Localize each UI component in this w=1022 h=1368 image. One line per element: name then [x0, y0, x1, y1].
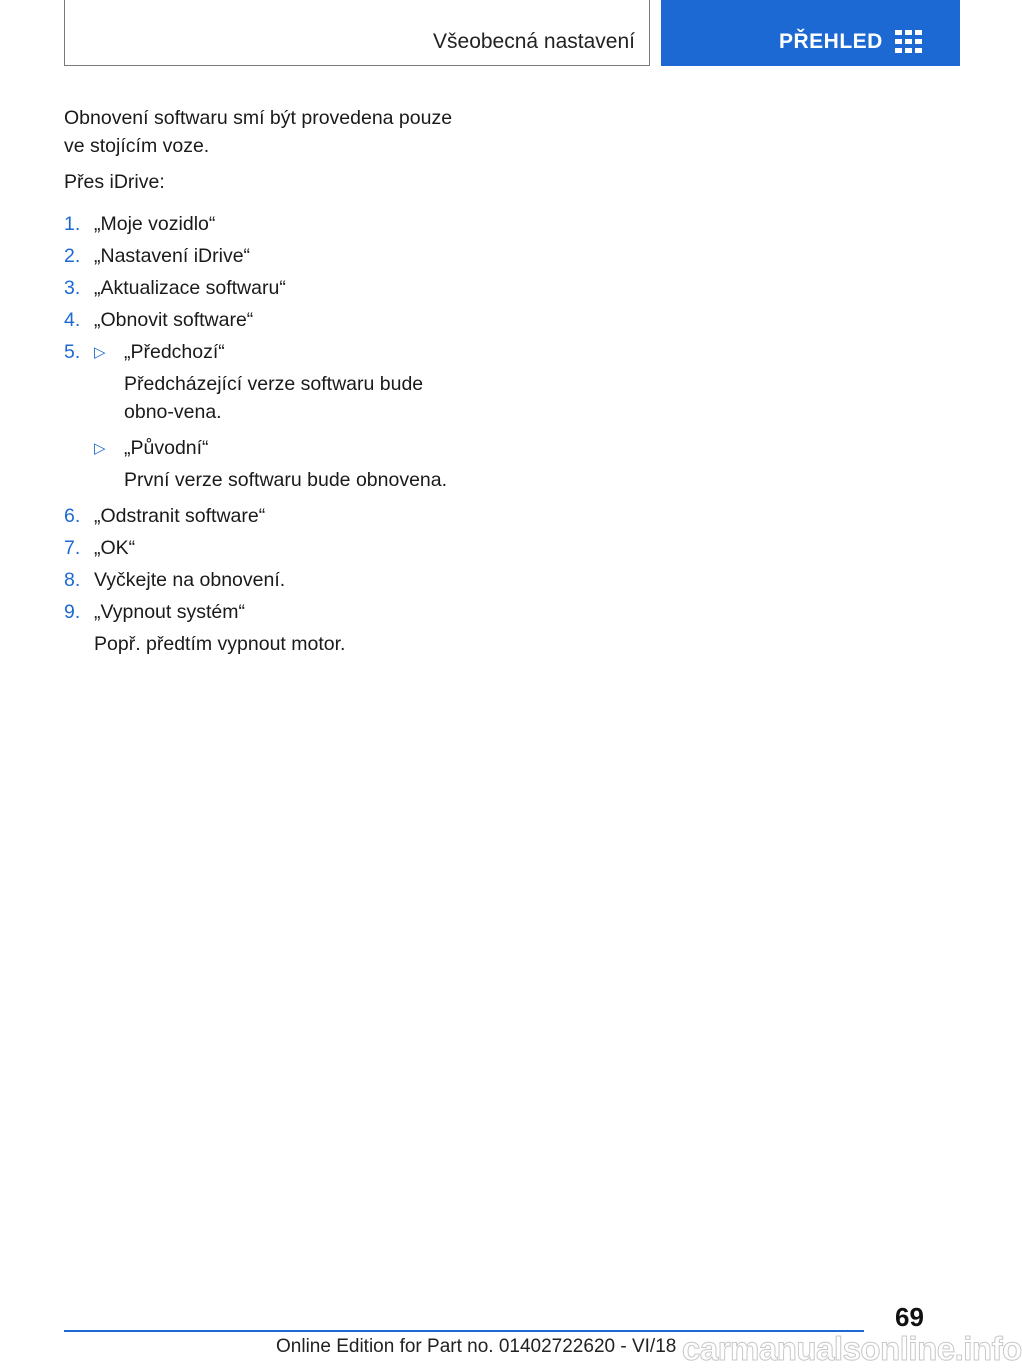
overview-tab-label: PŘEHLED — [779, 30, 883, 53]
intro-text: Obnovení softwaru smí být provedena pouze ve stojícím voze. — [64, 107, 453, 157]
step-7 — [64, 534, 474, 562]
step-text: „Vypnout systém“ — [94, 601, 245, 623]
step-options — [94, 338, 474, 498]
watermark: carmanualsonline.info — [682, 1330, 1022, 1367]
step-6 — [64, 502, 474, 530]
step-number: 7. — [64, 537, 81, 559]
step-number: 1. — [64, 213, 81, 235]
step-number: 5. — [64, 341, 81, 363]
step-text: „Odstranit software“ — [94, 505, 266, 527]
step-5 — [64, 338, 474, 498]
option-description: První verze softwaru bude obnovena. — [124, 469, 448, 491]
page-content — [64, 104, 474, 662]
option-label: „Původní“ — [124, 437, 209, 459]
step-4 — [64, 306, 474, 334]
step-number: 6. — [64, 505, 81, 527]
page-number: 69 — [895, 1302, 924, 1332]
step-note: Popř. předtím vypnout motor. — [94, 633, 346, 655]
grid-icon — [895, 30, 922, 53]
step-text: „Obnovit software“ — [94, 309, 254, 331]
header-section-bar — [64, 0, 650, 66]
option-previous — [94, 338, 474, 430]
step-9 — [64, 598, 474, 658]
option-label: „Předchozí“ — [124, 341, 225, 363]
intro-idrive: Přes iDrive: — [64, 171, 165, 193]
step-2 — [64, 242, 474, 270]
step-number: 9. — [64, 601, 81, 623]
step-text: „Nastavení iDrive“ — [94, 245, 251, 267]
overview-tab[interactable] — [661, 0, 960, 66]
step-8 — [64, 566, 474, 594]
step-number: 3. — [64, 277, 81, 299]
triangle-bullet-icon: ▷ — [94, 440, 106, 457]
option-description: Předcházející verze softwaru bude obno‐vena. — [124, 373, 424, 423]
step-text: „Aktualizace softwaru“ — [94, 277, 286, 299]
step-1 — [64, 210, 474, 238]
step-text: „OK“ — [94, 537, 136, 559]
section-title: Všeobecná nastavení — [433, 30, 635, 53]
footer-edition: Online Edition for Part no. 01402722620 - VI/18 — [276, 1336, 677, 1357]
triangle-bullet-icon: ▷ — [94, 344, 106, 361]
step-3 — [64, 274, 474, 302]
step-text: „Moje vozidlo“ — [94, 213, 216, 235]
step-number: 2. — [64, 245, 81, 267]
step-text: Vyčkejte na obnovení. — [94, 569, 286, 591]
step-number: 4. — [64, 309, 81, 331]
step-number: 8. — [64, 569, 81, 591]
option-original — [94, 434, 474, 498]
